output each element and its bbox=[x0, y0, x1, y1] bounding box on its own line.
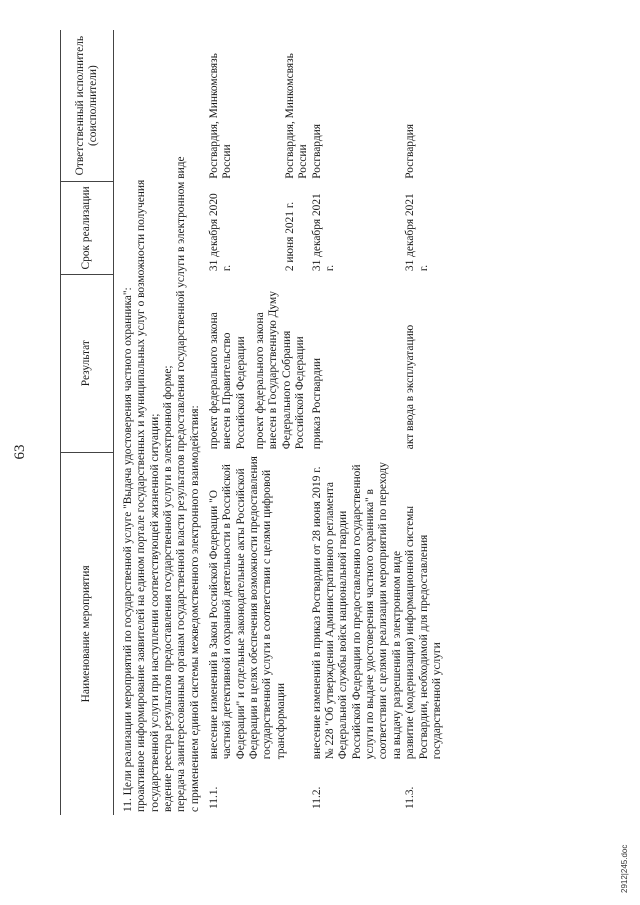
table-row bbox=[311, 30, 404, 815]
goal-line: передача заинтересованным органам государственной власти результатов предоставления государственной услуги в электронном виде bbox=[175, 156, 188, 812]
item-number: 11.3. bbox=[404, 786, 417, 809]
goals-row bbox=[114, 30, 209, 815]
item-term: 31 декабря 2021 г. bbox=[310, 193, 337, 272]
page-number: 63 bbox=[12, 444, 28, 460]
table-row bbox=[208, 30, 311, 815]
item-name: внесение изменений в Закон Российской Федерации "О частной детективной и охранной деятельности в Российской Федерации" и отдельные законодательные акты Российской Федерации в целях обеспечения возможности предоставления государственной услуги в соответствии с целями цифровой трансформации bbox=[208, 456, 287, 760]
item-results bbox=[208, 274, 311, 452]
goals-cell bbox=[114, 30, 209, 815]
goal-line: с применением единой системы межведомственного электронного взаимодействия: bbox=[188, 405, 201, 812]
document-file-id: 2912|245.doc bbox=[620, 844, 629, 893]
item-term: 31 декабря 2021 г. bbox=[404, 193, 430, 272]
header-result: Результат bbox=[61, 274, 114, 452]
measures-table bbox=[60, 30, 444, 815]
item-executor: Росгвардия bbox=[404, 124, 417, 179]
item-name: внесение изменений в приказ Росгвардии от 28 июня 2019 г. № 228 "Об утверждении Административного регламента Федеральной службы войск национальной гвардии Российской Федерации по предоставлению государственной услуги по выдаче удостоверения частного охранника" в соответствии с целями реализации мероприятий по переходу на выдачу разрешений в электронном виде bbox=[310, 462, 403, 760]
table-header-row bbox=[61, 30, 114, 815]
item-number: 11.2. bbox=[310, 786, 323, 809]
item-result: приказ Росгвардии bbox=[310, 357, 323, 450]
table-row bbox=[404, 30, 444, 815]
item-number: 11.1. bbox=[208, 786, 221, 809]
item-terms bbox=[208, 182, 311, 274]
item-executors bbox=[208, 30, 311, 182]
goal-line: ведение реестра результатов предоставления государственной услуги в электронной форме; bbox=[162, 365, 175, 812]
header-name: Наименование мероприятия bbox=[61, 452, 114, 815]
header-executor: Ответственный исполнитель (соисполнители) bbox=[61, 30, 114, 182]
item-result: проект федерального закона внесен в Правительство Российской Федерации bbox=[208, 312, 247, 450]
header-term: Срок реализации bbox=[61, 182, 114, 274]
goal-line: 11. Цели реализации мероприятий по государственной услуге "Выдача удостоверения частного охранника": bbox=[122, 287, 134, 812]
item-term: 31 декабря 2020 г. bbox=[208, 193, 234, 272]
item-executor: Росгвардия, Минкомсвязь России bbox=[208, 53, 234, 179]
item-executor: Росгвардия bbox=[310, 124, 323, 179]
item-executor: Росгвардия, Минкомсвязь России bbox=[284, 53, 310, 179]
goal-line: проактивное информирование заявителей на едином портале государственных и муниципальных услуг о возможности получения bbox=[135, 179, 148, 812]
goal-line: государственной услуги при наступлении соответствующей жизненной ситуации; bbox=[148, 413, 161, 812]
item-term: 2 июня 2021 г. bbox=[284, 201, 297, 272]
item-result: акт ввода в эксплуатацию bbox=[404, 324, 417, 450]
item-result: проект федерального закона внесен в Государственную Думу Федерального Собрания Российской Федерации bbox=[254, 291, 307, 450]
item-name: развитие (модернизация) информационной системы Росгвардии, необходимой для предоставления государственной услуги bbox=[404, 506, 443, 760]
